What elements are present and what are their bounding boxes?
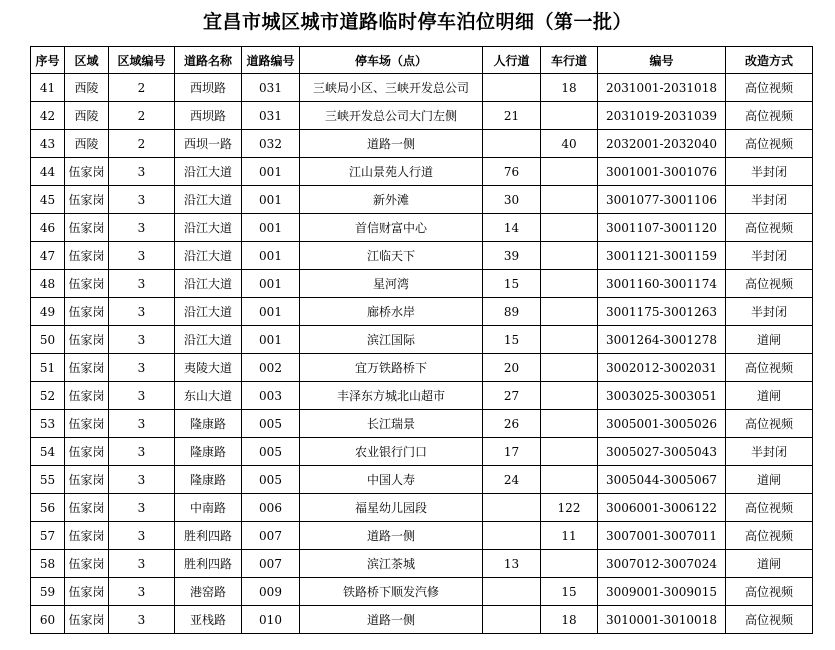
cell-district-code: 2 [109, 130, 175, 158]
cell-parking-lot: 三峡开发总公司大门左侧 [300, 102, 483, 130]
cell-index: 52 [31, 382, 65, 410]
cell-sidewalk [483, 522, 541, 550]
parking-table [30, 46, 813, 634]
cell-district-code: 3 [109, 466, 175, 494]
cell-sidewalk [483, 494, 541, 522]
table-row [31, 130, 813, 158]
cell-roadway: 18 [541, 606, 598, 634]
header-road-code: 道路编号 [242, 47, 300, 74]
cell-number: 3006001-3006122 [598, 494, 726, 522]
cell-road-code: 010 [242, 606, 300, 634]
cell-district-code: 3 [109, 606, 175, 634]
cell-renovation: 高位视频 [726, 354, 813, 382]
cell-index: 45 [31, 186, 65, 214]
cell-sidewalk [483, 578, 541, 606]
table-row [31, 214, 813, 242]
cell-number: 2031019-2031039 [598, 102, 726, 130]
cell-number: 3001160-3001174 [598, 270, 726, 298]
cell-road-name: 胜利四路 [175, 550, 242, 578]
cell-roadway [541, 438, 598, 466]
cell-number: 3009001-3009015 [598, 578, 726, 606]
cell-sidewalk: 15 [483, 326, 541, 354]
cell-renovation: 高位视频 [726, 102, 813, 130]
cell-parking-lot: 农业银行门口 [300, 438, 483, 466]
cell-district-code: 3 [109, 550, 175, 578]
cell-parking-lot: 道路一侧 [300, 130, 483, 158]
cell-road-name: 沿江大道 [175, 326, 242, 354]
cell-road-code: 001 [242, 158, 300, 186]
table-row [31, 438, 813, 466]
cell-index: 42 [31, 102, 65, 130]
cell-district-code: 2 [109, 74, 175, 102]
header-road-name: 道路名称 [175, 47, 242, 74]
cell-index: 54 [31, 438, 65, 466]
cell-sidewalk: 20 [483, 354, 541, 382]
cell-index: 46 [31, 214, 65, 242]
cell-index: 55 [31, 466, 65, 494]
table-row [31, 158, 813, 186]
cell-roadway [541, 102, 598, 130]
cell-district-code: 3 [109, 382, 175, 410]
page-title: 宜昌市城区城市道路临时停车泊位明细（第一批） [202, 11, 632, 33]
table-row [31, 410, 813, 438]
cell-district-code: 3 [109, 270, 175, 298]
cell-roadway: 15 [541, 578, 598, 606]
cell-district: 伍家岗 [65, 606, 109, 634]
cell-renovation: 道闸 [726, 382, 813, 410]
cell-number: 3002012-3002031 [598, 354, 726, 382]
header-index: 序号 [31, 47, 65, 74]
cell-road-name: 沿江大道 [175, 158, 242, 186]
cell-renovation: 高位视频 [726, 578, 813, 606]
table-header-row [31, 47, 813, 74]
cell-parking-lot: 铁路桥下顺发汽修 [300, 578, 483, 606]
cell-road-name: 隆康路 [175, 410, 242, 438]
cell-road-code: 031 [242, 102, 300, 130]
cell-district: 伍家岗 [65, 214, 109, 242]
cell-number: 3001121-3001159 [598, 242, 726, 270]
cell-district: 伍家岗 [65, 438, 109, 466]
cell-sidewalk: 39 [483, 242, 541, 270]
cell-renovation: 高位视频 [726, 74, 813, 102]
table-row [31, 550, 813, 578]
cell-number: 3001077-3001106 [598, 186, 726, 214]
cell-district: 伍家岗 [65, 158, 109, 186]
cell-district: 伍家岗 [65, 186, 109, 214]
cell-index: 53 [31, 410, 65, 438]
cell-parking-lot: 道路一侧 [300, 606, 483, 634]
cell-parking-lot: 福星幼儿园段 [300, 494, 483, 522]
cell-index: 59 [31, 578, 65, 606]
header-number: 编号 [598, 47, 726, 74]
cell-district-code: 3 [109, 298, 175, 326]
cell-district: 伍家岗 [65, 578, 109, 606]
cell-number: 3010001-3010018 [598, 606, 726, 634]
cell-roadway [541, 242, 598, 270]
cell-parking-lot: 廊桥水岸 [300, 298, 483, 326]
cell-roadway: 18 [541, 74, 598, 102]
cell-renovation: 高位视频 [726, 606, 813, 634]
header-parking-lot: 停车场（点） [300, 47, 483, 74]
cell-number: 2032001-2032040 [598, 130, 726, 158]
cell-index: 47 [31, 242, 65, 270]
cell-district: 西陵 [65, 102, 109, 130]
cell-parking-lot: 滨江茶城 [300, 550, 483, 578]
cell-district-code: 3 [109, 410, 175, 438]
cell-district: 伍家岗 [65, 466, 109, 494]
cell-road-code: 001 [242, 242, 300, 270]
cell-district-code: 2 [109, 102, 175, 130]
cell-road-name: 西坝路 [175, 102, 242, 130]
cell-renovation: 半封闭 [726, 186, 813, 214]
cell-parking-lot: 宜万铁路桥下 [300, 354, 483, 382]
cell-road-code: 001 [242, 214, 300, 242]
cell-roadway [541, 354, 598, 382]
cell-road-name: 亚栈路 [175, 606, 242, 634]
cell-renovation: 道闸 [726, 466, 813, 494]
table-row [31, 102, 813, 130]
cell-roadway [541, 158, 598, 186]
cell-sidewalk [483, 74, 541, 102]
cell-sidewalk: 27 [483, 382, 541, 410]
cell-road-name: 西坝路 [175, 74, 242, 102]
cell-district: 伍家岗 [65, 522, 109, 550]
cell-road-code: 003 [242, 382, 300, 410]
cell-index: 60 [31, 606, 65, 634]
cell-road-code: 007 [242, 550, 300, 578]
cell-number: 3005001-3005026 [598, 410, 726, 438]
cell-sidewalk [483, 606, 541, 634]
cell-roadway [541, 550, 598, 578]
cell-roadway [541, 410, 598, 438]
cell-renovation: 半封闭 [726, 298, 813, 326]
cell-road-code: 005 [242, 466, 300, 494]
cell-index: 41 [31, 74, 65, 102]
cell-sidewalk: 15 [483, 270, 541, 298]
cell-index: 43 [31, 130, 65, 158]
cell-road-code: 009 [242, 578, 300, 606]
cell-sidewalk [483, 130, 541, 158]
cell-parking-lot: 新外滩 [300, 186, 483, 214]
cell-district-code: 3 [109, 158, 175, 186]
cell-roadway [541, 214, 598, 242]
cell-roadway [541, 466, 598, 494]
cell-roadway [541, 326, 598, 354]
cell-roadway [541, 186, 598, 214]
cell-index: 49 [31, 298, 65, 326]
cell-district: 西陵 [65, 130, 109, 158]
cell-road-code: 005 [242, 410, 300, 438]
cell-sidewalk: 26 [483, 410, 541, 438]
cell-parking-lot: 滨江国际 [300, 326, 483, 354]
cell-road-name: 东山大道 [175, 382, 242, 410]
table-row [31, 382, 813, 410]
cell-parking-lot: 丰泽东方城北山超市 [300, 382, 483, 410]
cell-index: 58 [31, 550, 65, 578]
cell-road-name: 中南路 [175, 494, 242, 522]
cell-parking-lot: 江临天下 [300, 242, 483, 270]
cell-road-code: 032 [242, 130, 300, 158]
cell-parking-lot: 江山景苑人行道 [300, 158, 483, 186]
cell-number: 3007001-3007011 [598, 522, 726, 550]
cell-district-code: 3 [109, 326, 175, 354]
table-row [31, 354, 813, 382]
cell-parking-lot: 首信财富中心 [300, 214, 483, 242]
cell-parking-lot: 星河湾 [300, 270, 483, 298]
cell-renovation: 高位视频 [726, 522, 813, 550]
cell-road-name: 沿江大道 [175, 242, 242, 270]
cell-sidewalk: 24 [483, 466, 541, 494]
cell-renovation: 半封闭 [726, 438, 813, 466]
cell-renovation: 高位视频 [726, 270, 813, 298]
table-row [31, 186, 813, 214]
cell-parking-lot: 三峡局小区、三峡开发总公司 [300, 74, 483, 102]
cell-number: 3005027-3005043 [598, 438, 726, 466]
cell-road-name: 隆康路 [175, 438, 242, 466]
cell-number: 2031001-2031018 [598, 74, 726, 102]
table-row [31, 74, 813, 102]
cell-district: 伍家岗 [65, 354, 109, 382]
cell-district-code: 3 [109, 438, 175, 466]
cell-number: 3005044-3005067 [598, 466, 726, 494]
cell-renovation: 高位视频 [726, 214, 813, 242]
cell-road-name: 胜利四路 [175, 522, 242, 550]
cell-number: 3001001-3001076 [598, 158, 726, 186]
cell-road-code: 031 [242, 74, 300, 102]
cell-road-code: 005 [242, 438, 300, 466]
cell-road-name: 沿江大道 [175, 270, 242, 298]
cell-index: 57 [31, 522, 65, 550]
cell-road-name: 夷陵大道 [175, 354, 242, 382]
cell-road-code: 002 [242, 354, 300, 382]
cell-roadway [541, 298, 598, 326]
cell-sidewalk: 13 [483, 550, 541, 578]
cell-district-code: 3 [109, 354, 175, 382]
cell-index: 48 [31, 270, 65, 298]
table-row [31, 270, 813, 298]
table-row [31, 242, 813, 270]
cell-district: 伍家岗 [65, 382, 109, 410]
cell-parking-lot: 道路一侧 [300, 522, 483, 550]
cell-renovation: 道闸 [726, 550, 813, 578]
cell-district: 伍家岗 [65, 242, 109, 270]
cell-road-code: 001 [242, 326, 300, 354]
cell-road-name: 沿江大道 [175, 298, 242, 326]
cell-sidewalk: 21 [483, 102, 541, 130]
header-district: 区域 [65, 47, 109, 74]
cell-district-code: 3 [109, 578, 175, 606]
cell-district-code: 3 [109, 494, 175, 522]
cell-road-code: 001 [242, 298, 300, 326]
cell-district: 伍家岗 [65, 326, 109, 354]
table-row [31, 298, 813, 326]
cell-roadway: 122 [541, 494, 598, 522]
cell-renovation: 道闸 [726, 326, 813, 354]
cell-district-code: 3 [109, 214, 175, 242]
cell-index: 56 [31, 494, 65, 522]
cell-district-code: 3 [109, 522, 175, 550]
cell-road-name: 沿江大道 [175, 214, 242, 242]
cell-renovation: 高位视频 [726, 410, 813, 438]
cell-district-code: 3 [109, 186, 175, 214]
cell-parking-lot: 长江瑞景 [300, 410, 483, 438]
cell-district: 伍家岗 [65, 410, 109, 438]
table-body [31, 74, 813, 634]
cell-sidewalk: 14 [483, 214, 541, 242]
header-roadway: 车行道 [541, 47, 598, 74]
cell-road-name: 隆康路 [175, 466, 242, 494]
cell-road-name: 沿江大道 [175, 186, 242, 214]
table-row [31, 522, 813, 550]
cell-number: 3007012-3007024 [598, 550, 726, 578]
cell-road-code: 001 [242, 270, 300, 298]
cell-road-code: 006 [242, 494, 300, 522]
cell-road-name: 西坝一路 [175, 130, 242, 158]
cell-road-name: 港窑路 [175, 578, 242, 606]
cell-renovation: 高位视频 [726, 130, 813, 158]
cell-renovation: 半封闭 [726, 242, 813, 270]
cell-district: 伍家岗 [65, 550, 109, 578]
cell-renovation: 高位视频 [726, 494, 813, 522]
cell-district: 伍家岗 [65, 270, 109, 298]
cell-roadway [541, 270, 598, 298]
cell-district: 西陵 [65, 74, 109, 102]
table-row [31, 466, 813, 494]
cell-number: 3001264-3001278 [598, 326, 726, 354]
cell-index: 44 [31, 158, 65, 186]
cell-parking-lot: 中国人寿 [300, 466, 483, 494]
cell-district: 伍家岗 [65, 298, 109, 326]
cell-number: 3001107-3001120 [598, 214, 726, 242]
table-row [31, 578, 813, 606]
header-sidewalk: 人行道 [483, 47, 541, 74]
cell-index: 50 [31, 326, 65, 354]
cell-road-code: 007 [242, 522, 300, 550]
header-renovation: 改造方式 [726, 47, 813, 74]
table-row [31, 606, 813, 634]
cell-road-code: 001 [242, 186, 300, 214]
table-row [31, 326, 813, 354]
cell-sidewalk: 76 [483, 158, 541, 186]
cell-district-code: 3 [109, 242, 175, 270]
cell-number: 3003025-3003051 [598, 382, 726, 410]
cell-roadway: 11 [541, 522, 598, 550]
header-district-code: 区域编号 [109, 47, 175, 74]
table-row [31, 494, 813, 522]
cell-roadway [541, 382, 598, 410]
cell-sidewalk: 17 [483, 438, 541, 466]
cell-sidewalk: 30 [483, 186, 541, 214]
cell-number: 3001175-3001263 [598, 298, 726, 326]
cell-roadway: 40 [541, 130, 598, 158]
cell-district: 伍家岗 [65, 494, 109, 522]
cell-sidewalk: 89 [483, 298, 541, 326]
cell-index: 51 [31, 354, 65, 382]
cell-renovation: 半封闭 [726, 158, 813, 186]
